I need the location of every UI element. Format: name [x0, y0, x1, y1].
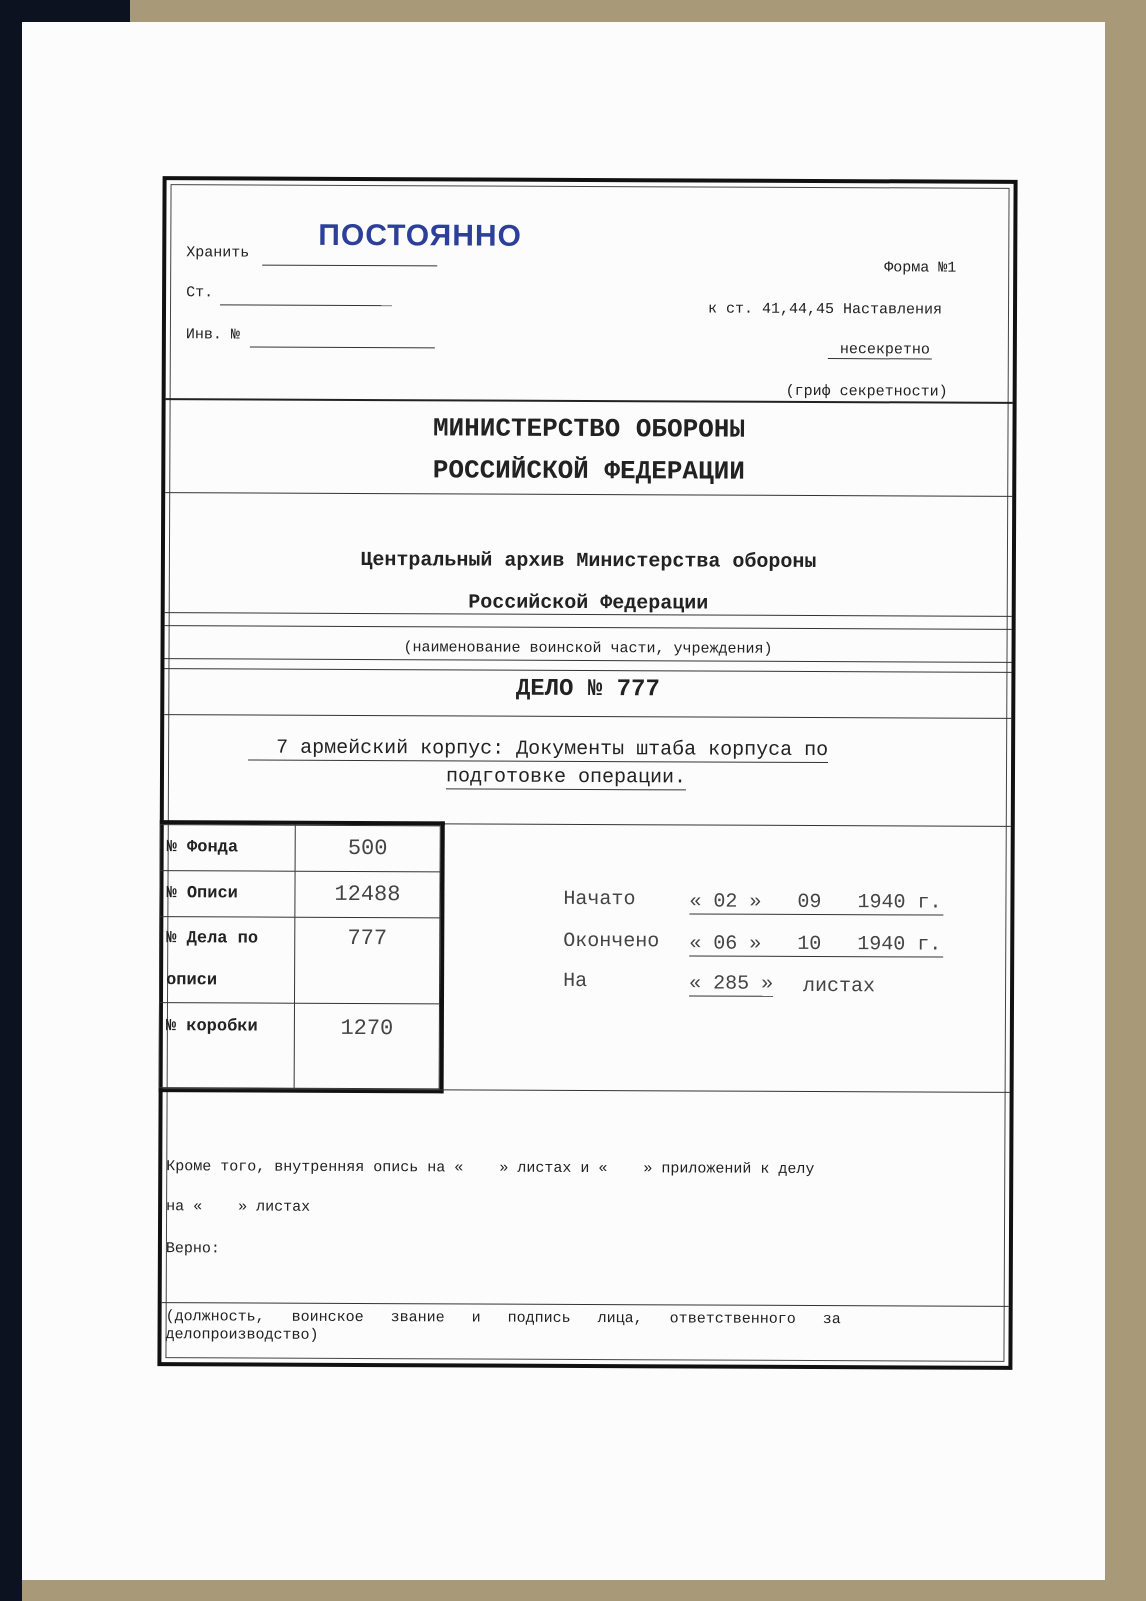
signature-caption-line2: делопроизводство) — [165, 1326, 319, 1344]
permanent-stamp: ПОСТОЯННО — [318, 218, 522, 253]
st-label: Ст. — [186, 284, 214, 302]
delo-value: 777 — [294, 917, 439, 1004]
table-row — [159, 1003, 439, 1089]
fond-value: 500 — [295, 825, 440, 872]
table-row — [160, 871, 440, 918]
fond-label: № Фонда — [160, 825, 295, 872]
signature-caption-line1: (должность, воинское звание и подпись лица, ответственного за — [165, 1308, 841, 1329]
started-label: Начато — [563, 887, 636, 912]
archive-line1: Центральный архив Министерства обороны — [360, 549, 817, 574]
extra-inventory-line1: Кроме того, внутренняя опись на « » листах и « » приложений к делу — [166, 1158, 815, 1178]
case-description-line2: подготовке операции. — [445, 765, 687, 790]
case-cover-form — [157, 176, 1017, 1370]
store-label: Хранить — [186, 244, 250, 262]
archive-line2: Российской Федерации — [468, 591, 709, 616]
case-index-table — [159, 820, 445, 1093]
started-date: « 02 » 09 1940 г. — [689, 890, 942, 915]
box-value: 1270 — [294, 1003, 439, 1089]
article-reference: к ст. 41,44,45 Наставления — [707, 300, 943, 319]
ended-date: « 06 » 10 1940 г. — [689, 932, 942, 957]
verified-label: Верно: — [165, 1240, 220, 1258]
archive-caption: (наименование воинской части, учреждения) — [403, 639, 773, 658]
classification-caption: (гриф секретности) — [785, 382, 948, 401]
scan-edge — [0, 0, 22, 1601]
ministry-line1: МИНИСТЕРСТВО ОБОРОНЫ — [432, 413, 746, 445]
extra-inventory-line2: на « » листах — [166, 1198, 311, 1216]
opis-label: № Описи — [160, 871, 295, 918]
table-row — [160, 825, 440, 872]
box-label: № коробки — [159, 1003, 294, 1089]
ended-label: Окончено — [563, 929, 660, 954]
sheets-suffix: листах — [803, 974, 876, 999]
ministry-line2: РОССИЙСКОЙ ФЕДЕРАЦИИ — [432, 455, 745, 487]
opis-value: 12488 — [295, 871, 440, 918]
scan-edge-top — [0, 0, 130, 22]
table-row — [159, 917, 439, 1004]
sheets-count: « 285 » — [689, 972, 774, 996]
case-description-line1: 7 армейский корпус: Документы штаба корпуса по — [248, 737, 828, 764]
inv-label: Инв. № — [185, 326, 240, 344]
case-title: ДЕЛО № 777 — [515, 675, 660, 704]
sheets-label: На — [563, 969, 588, 994]
classification: несекретно — [828, 341, 932, 359]
delo-label: № Дела по описи — [159, 917, 294, 1004]
form-number: Форма №1 — [884, 259, 957, 277]
